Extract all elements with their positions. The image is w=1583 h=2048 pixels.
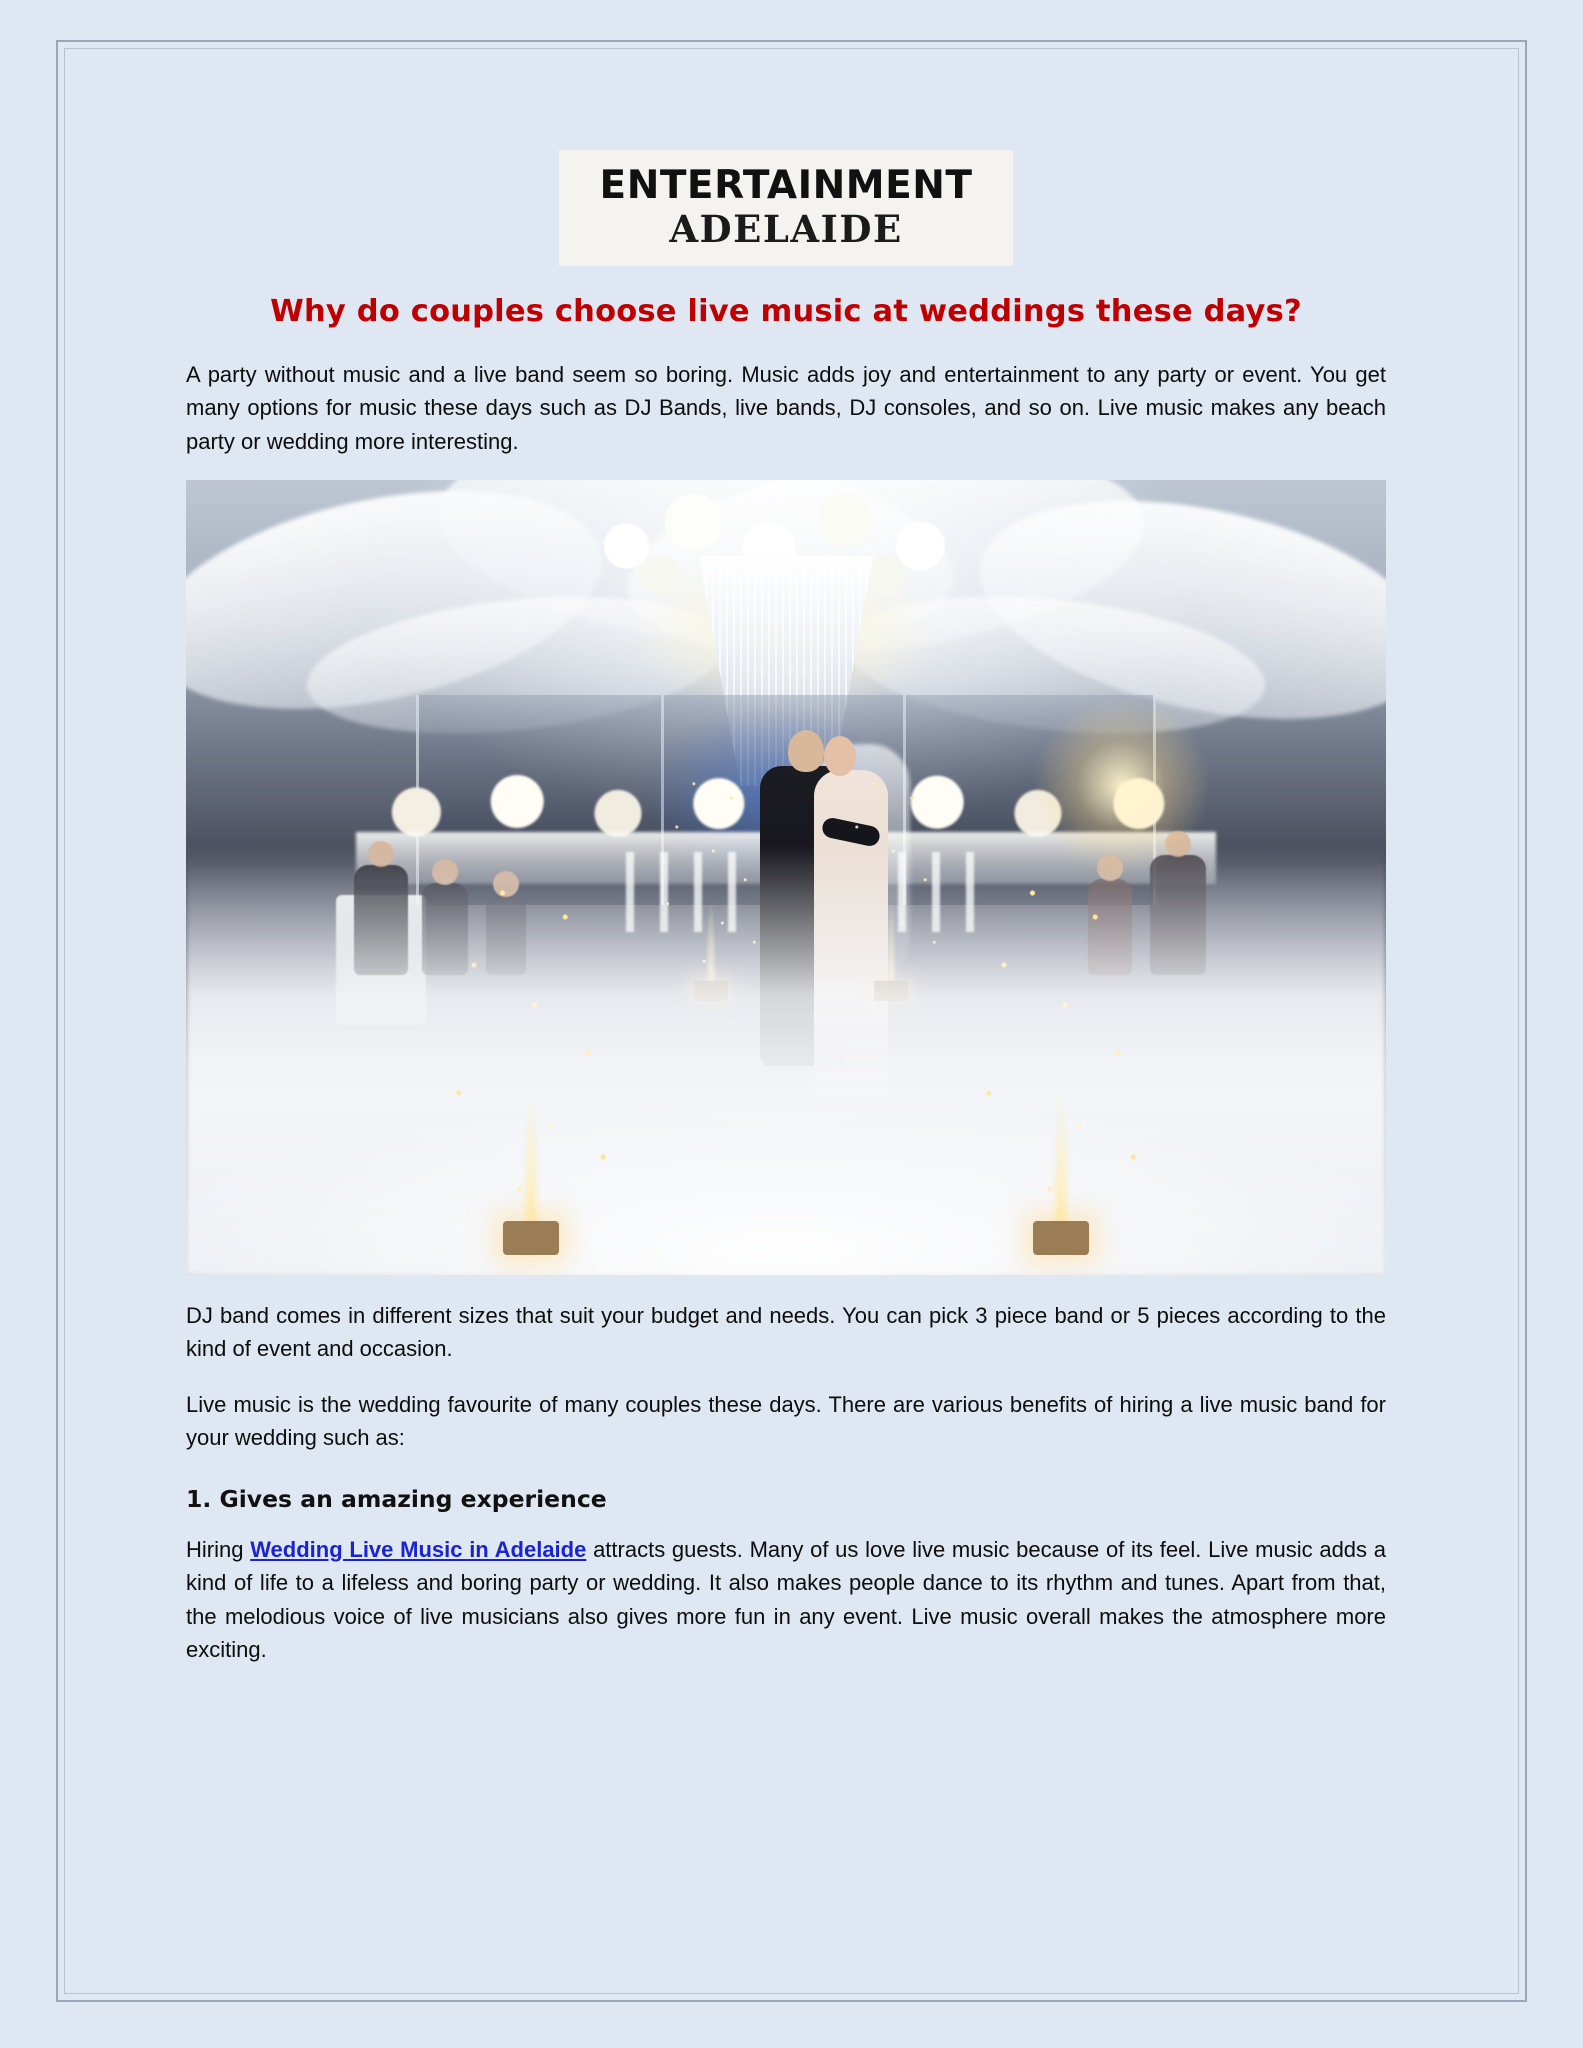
spark-particles [966, 845, 1156, 1245]
brand-logo [559, 150, 1013, 266]
benefits-lead-paragraph: Live music is the wedding favourite of many couples these days. There are various benefits of hiring a live music band for your wedding such as: [186, 1391, 1386, 1451]
intro-paragraph: A party without music and a live band seem so boring. Music adds joy and entertainment to any party or event. You get many options for music these days such as DJ Bands, live bands, DJ consoles, and so on. Live music makes any beach party or wedding more interesting. [186, 361, 1386, 454]
logo-line-entertainment: ENTERTAINMENT [599, 163, 973, 209]
spark-fountain [436, 835, 626, 1255]
logo-line-adelaide: ADELAIDE [669, 207, 903, 252]
text-before-link: Hiring [186, 1536, 251, 1562]
wedding-live-music-link[interactable]: Wedding Live Music in Adelaide [250, 1536, 587, 1562]
spark-fountain [966, 835, 1156, 1255]
page-title: Why do couples choose live music at weddings these days? [270, 294, 1302, 329]
fountain-base [503, 1221, 559, 1255]
wedding-dance-image [186, 480, 1386, 1275]
groom-head [788, 730, 824, 772]
document-content [186, 150, 1386, 1688]
paragraph-after-image: DJ band comes in different sizes that suit your budget and needs. You can pick 3 piece band or 5 pieces according to the kind of event and occasion. [186, 1302, 1386, 1362]
section-heading-1: 1. Gives an amazing experience [186, 1484, 607, 1513]
fountain-base [1033, 1221, 1089, 1255]
section-1-paragraph [186, 1533, 1386, 1667]
spark-particles [436, 845, 626, 1245]
fog-highlight [186, 1025, 1386, 1275]
text-after-link: attracts guests. Many of us love live music because of its feel. Live music adds a kind of life to a lifeless and boring party or wedding. It also makes people dance to its rhythm and tunes. Apart from that, the melodious voice of live musicians also gives more fun in any event. Live music overall makes the atmosphere more exciting. [186, 1536, 1386, 1663]
